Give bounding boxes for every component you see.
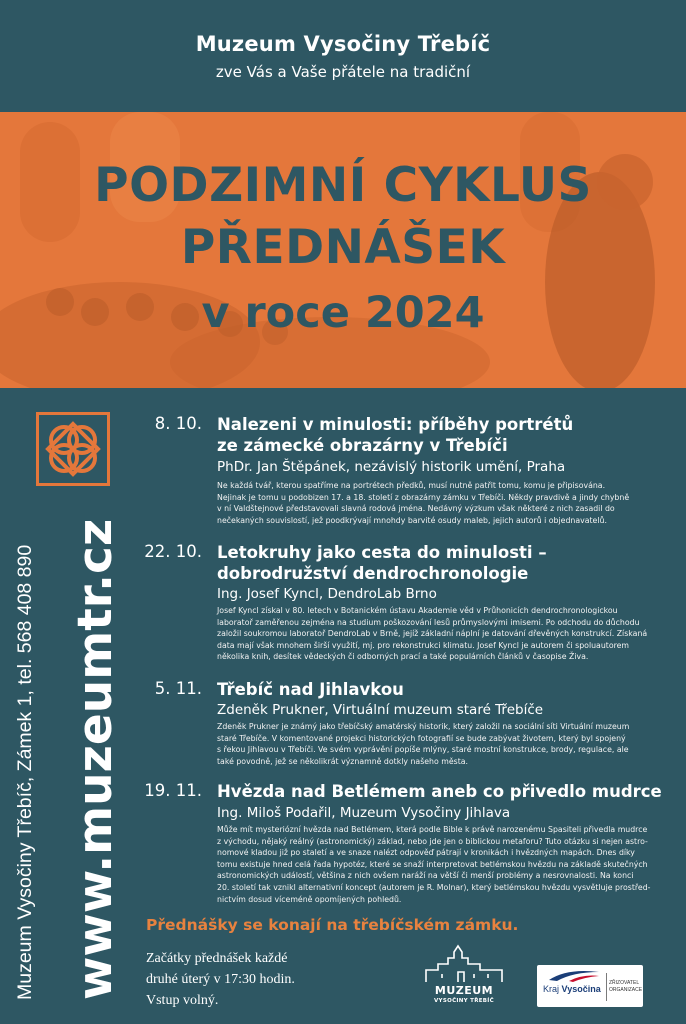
- description-line: Josef Kyncl získal v 80. letech v Botanickém ústavu Akademie věd v Průhonicích dendrochronologickou: [217, 606, 618, 615]
- kraj-role-line: ORGANIZACE: [609, 987, 643, 993]
- lecture-date: 19. 11.: [144, 781, 202, 800]
- lecture-title-line: Třebíč nad Jihlavkou: [217, 680, 404, 699]
- hero-title-line3: v roce 2024: [201, 288, 485, 338]
- address-vertical: Muzeum Vysočiny Třebíč, Zámek 1, tel. 568 408 890: [14, 544, 36, 1000]
- description-line: laboratoř zaměřenou zejména na studium poškozování lesů průmyslovými imisemi. Po odchodu do důchodu: [217, 617, 640, 627]
- lecture-speaker: PhDr. Jan Štěpánek, nezávislý historik umění, Praha: [217, 459, 566, 475]
- lecture-speaker: Ing. Miloš Podařil, Muzeum Vysočiny Jihlava: [217, 805, 511, 821]
- schedule-line: Začátky přednášek každé: [146, 951, 288, 966]
- lecture-date: 22. 10.: [144, 542, 202, 561]
- lecture-title-line: ze zámecké obrazárny v Třebíči: [217, 436, 508, 455]
- kraj-prefix: Kraj: [543, 984, 560, 994]
- lecture-description: [217, 721, 679, 767]
- hero-title-line1: PODZIMNÍ CYKLUS: [94, 158, 592, 213]
- description-line: 20. století tak vznikl alternativní koncept (autorem je R. Molnar), který betlémskou hvězdu vysvětluje prostřed-: [217, 882, 651, 892]
- description-line: Ne každá tvář, kterou spatříme na portrétech předků, musí nutně patřit tomu, komu je připisována.: [217, 481, 606, 490]
- website-vertical[interactable]: www.muzeumtr.cz: [68, 518, 123, 1000]
- schedule-note: [146, 948, 295, 1011]
- lecture-title: [217, 781, 677, 802]
- description-line: astronomických událostí, většina z nich ovšem naráží na větší či menší problémy a nesrovnalosti. Na konci: [217, 871, 634, 881]
- description-line: Může mít mysteriózní hvězda nad Betlémem, která podle Bible k právě narozenému Spasiteli přivedla mudrce: [217, 825, 648, 834]
- museum-logo-name: MUZEUM: [434, 984, 494, 997]
- hero-title-line2: PŘEDNÁŠEK: [180, 220, 506, 275]
- kraj-swoosh-icon: [543, 968, 603, 984]
- description-line: nomové kladou již po staletí a ve snaze nalézt odpověď pátrají v kronikách i hvězdných mapách. Dnes díky: [217, 848, 635, 858]
- description-line: staré Třebíče. V komentované projekci historických fotografií se bude zabývat životem, který byl spojený: [217, 733, 626, 743]
- description-line: několika knih, desítek vědeckých či odborných prací a také populárních článků v časopise Živa.: [217, 652, 589, 662]
- invitation-text: zve Vás a Vaše přátele na tradiční: [215, 63, 471, 81]
- lecture-item: [140, 679, 680, 774]
- lecture-title-line: Letokruhy jako cesta do minulosti –: [217, 543, 547, 562]
- description-line: nečekaných souvislostí, jež poodkrývají mnohdy barvité osudy maleb, jejich autorů i objednavatelů.: [217, 515, 607, 525]
- schedule-line: druhé úterý v 17:30 hodin.: [146, 972, 295, 987]
- venue-note: Přednášky se konají na třebíčském zámku.: [146, 916, 519, 934]
- lecture-title-line: dobrodružství dendrochronologie: [217, 564, 529, 583]
- lecture-speaker: Ing. Josef Kyncl, DendroLab Brno: [217, 586, 437, 602]
- castle-icon: [418, 944, 510, 984]
- lecture-date: 8. 10.: [154, 414, 202, 433]
- lecture-item: [140, 542, 680, 667]
- hero-banner: [0, 112, 686, 388]
- description-line: také povodně, jež se několikrát významně dotkly našeho města.: [217, 756, 469, 766]
- lecture-date: 5. 11.: [154, 679, 202, 698]
- lecture-title-line: Nalezeni v minulosti: příběhy portrétů: [217, 415, 574, 434]
- lecture-title: [217, 414, 677, 456]
- organizer-name: Muzeum Vysočiny Třebíč: [195, 32, 491, 56]
- kraj-divider: [606, 973, 607, 1001]
- description-line: tomu existuje hned celá řada hypotéz, které se snaží interpretovat betlémskou hvězdu na základě skutečných: [217, 859, 648, 869]
- kraj-name-bold: Vysočina: [561, 984, 601, 994]
- description-line: z východu, nějaký reálný (astronomický) základ, nebo jde jen o biblickou metaforu? Tuto otázku si nejen astro-: [217, 836, 648, 846]
- description-line: založil soukromou laboratoř DendroLab v Brně, jejíž základní náplní je datování dřevěných konstrukcí. Získaná: [217, 629, 648, 639]
- lecture-item: [140, 781, 680, 906]
- description-line: Zdeněk Prukner je známý jako třebíčský amatérský historik, který založil na sociální síti Virtuální muzeum: [217, 722, 630, 731]
- lecture-speaker: Zdeněk Prukner, Virtuální muzeum staré Třebíče: [217, 702, 544, 718]
- description-line: data mají však mnohem širší využití, mj. pro rekonstrukci klimatu. Josef Kyncl je autorem či spoluautorem: [217, 640, 630, 650]
- description-line: s řekou Jihlavou v Třebíči. Ve svém vyprávění popíše mlýny, staré mostní konstrukce, brody, regulace, ale: [217, 745, 629, 755]
- kraj-role: [609, 980, 642, 994]
- description-line: v ní Valdštejnové představovali slavná rodová jména. Nedávný výzkum však některé z nich zasadil do: [217, 504, 615, 514]
- lecture-description: [217, 824, 679, 905]
- kraj-vysocina-logo: [537, 965, 643, 1007]
- knot-logo-icon: [36, 412, 110, 486]
- schedule-line: Vstup volný.: [146, 993, 219, 1008]
- museum-logo-sub: VYSOČINY TŘEBÍČ: [434, 998, 494, 1004]
- description-line: Nejinak je tomu u podobizen 17. a 18. století z obrazárny zámku v Třebíči. Někdy pravdivě a jindy chybně: [217, 492, 630, 502]
- lecture-description: [217, 605, 679, 663]
- lecture-description: [217, 480, 679, 526]
- lecture-title-line: Hvězda nad Betlémem aneb co přivedlo mudrce: [217, 782, 662, 801]
- museum-logo: [418, 944, 510, 1008]
- description-line: nictvím dosud víceméně opomíjených pohledů.: [217, 894, 402, 904]
- header: [0, 0, 686, 112]
- kraj-name: [543, 984, 601, 994]
- kraj-role-line: ZŘIZOVATEL: [609, 980, 640, 986]
- lecture-title: [217, 542, 677, 584]
- lecture-title: [217, 679, 677, 700]
- lecture-item: [140, 414, 680, 534]
